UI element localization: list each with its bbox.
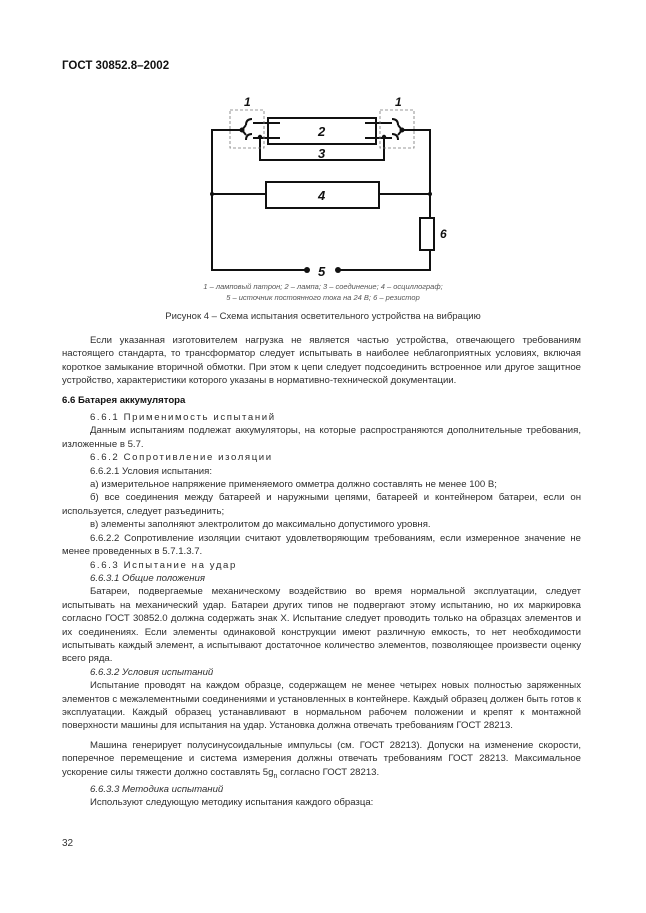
label-1-right: 1	[395, 95, 402, 109]
label-3: 3	[318, 146, 326, 161]
label-5: 5	[318, 264, 326, 279]
document-header: ГОСТ 30852.8–2002	[62, 60, 170, 72]
label-6: 6	[440, 227, 447, 241]
list-item-v: в) элементы заполняют электролитом до максимально допустимого уровня.	[90, 519, 431, 531]
paragraph-6-6-1: Данным испытаниям подлежат аккумуляторы, на которые распространяются дополнительные требования, изложенные в 5.7.	[62, 425, 581, 450]
paragraph-machine-text: Машина генерирует полусинусоидальные импульсы (см. ГОСТ 28213). Допуски на изменение скорости, поперечное перемещение и система измерения должны отвечать требованиям ГОСТ 28213. Максимальное ускорение силы тяжести должно составлять 5g	[62, 739, 581, 778]
subsection-heading-6-6-3-1: 6.6.3.1 Общие положения	[90, 572, 205, 584]
figure-legend-line-2: 5 – источник постоянного тока на 24 В; 6 – резистор	[226, 293, 420, 302]
paragraph-machine	[62, 739, 581, 783]
figure-caption: Рисунок 4 – Схема испытания осветительного устройства на вибрацию	[165, 311, 481, 322]
label-4: 4	[318, 188, 326, 203]
subsection-heading-6-6-2: 6.6.2 Сопротивление изоляции	[90, 452, 273, 464]
paragraph-6-6-2-1: 6.6.2.1 Условия испытания:	[90, 465, 212, 477]
paragraph-machine-tail: согласно ГОСТ 28213.	[277, 766, 380, 778]
paragraph-6-6-3-1: Батареи, подвергаемые механическому воздействию во время нормальной эксплуатации, следует испытывать на механический удар. Батареи других типов не подвергают этому испытанию, но их маркировка согласно ГОСТ 30852.0 должна содержать знак X. Испытание следует проводить только на образцах элементов и их соединениях. Если элементы одинаковой конструкции имеют различную емкость, то нет необходимости испытывать каждый элемент, а испытывают достаточное количество элементов, позволяющее произвести оценку всего ряда.	[62, 586, 581, 665]
resistor-element	[420, 218, 434, 250]
figure-legend-line-1: 1 – ламповый патрон; 2 – лампа; 3 – соединение; 4 – осциллограф;	[203, 282, 443, 291]
page-number: 32	[62, 838, 74, 849]
label-1-left: 1	[244, 95, 251, 109]
paragraph-6-6-3-2: Испытание проводят на каждом образце, содержащем не менее четырех новых полностью заряженных элементов с межэлементными соединениями и установленных в контейнере. Каждый образец должен быть готов к эксплуатации. Каждый образец устанавливают в нормальном рабочем положении и крепят к монтажной поверхности машины для испытания на удар. Установка должна отвечать требованиям ГОСТ 28213.	[62, 680, 581, 732]
subsection-heading-6-6-3: 6.6.3 Испытание на удар	[90, 559, 237, 571]
subsection-heading-6-6-3-2: 6.6.3.2 Условия испытаний	[90, 666, 214, 678]
list-item-a: а) измерительное напряжение применяемого омметра должно составлять не менее 100 В;	[90, 479, 497, 491]
subsection-heading-6-6-3-3: 6.6.3.3 Методика испытаний	[90, 783, 224, 795]
document-body	[62, 334, 581, 810]
circuit-diagram	[0, 0, 646, 300]
paragraph-intro: Если указанная изготовителем нагрузка не является частью устройства, отвечающего требованиям настоящего стандарта, то трансформатор следует испытывать в наиболее неблагоприятных условиях, включая короткое замыкание вторичной обмотки. При этом к цепи следует подсоединить встроенное или другое защитное устройство, характеристики которого указаны в нормативно-технической документации.	[62, 335, 581, 387]
section-heading-6-6: 6.6 Батарея аккумулятора	[62, 394, 186, 406]
paragraph-6-6-2-2: 6.6.2.2 Сопротивление изоляции считают удовлетворяющим требованиям, если измеренное значение не менее проведенных в 5.7.1.3.7.	[62, 532, 581, 558]
list-item-b: б) все соединения между батареей и наружными цепями, батареей и контейнером батареи, если он используется, следует разъединить;	[62, 492, 581, 517]
paragraph-6-6-3-3: Используют следующую методику испытания каждого образца:	[90, 797, 374, 809]
label-2: 2	[318, 124, 326, 139]
subscript-n: n	[273, 772, 278, 780]
subsection-heading-6-6-1: 6.6.1 Применимость испытаний	[90, 412, 276, 424]
